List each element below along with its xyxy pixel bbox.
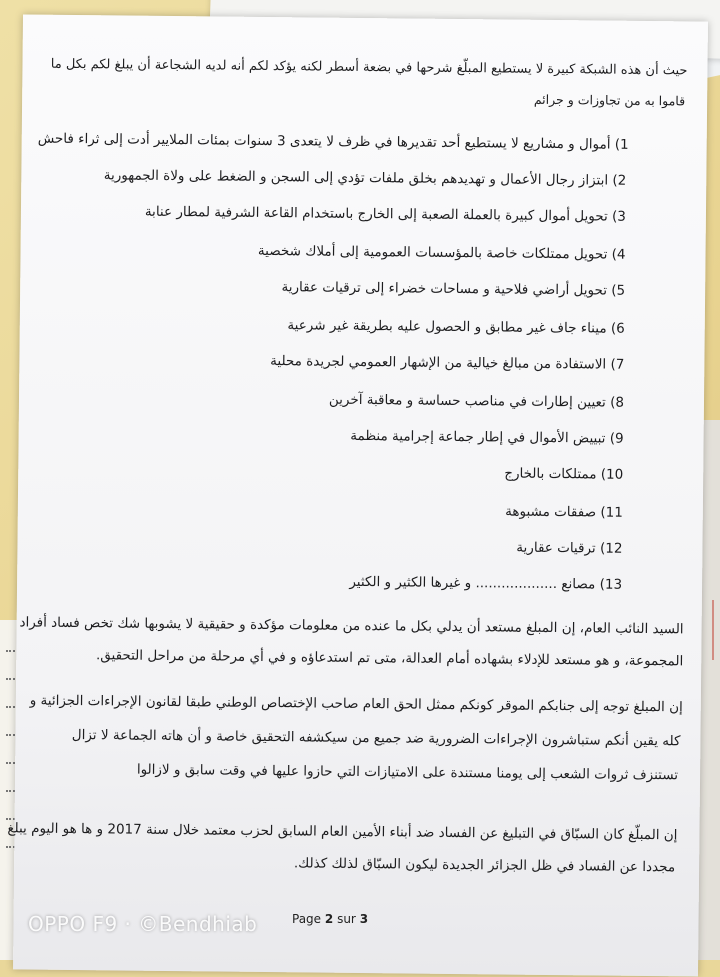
page-label: Page <box>292 912 322 926</box>
list-item-2: 2) ابتزاز رجال الأعمال و تهديدهم بخلق ملفات تؤدي إلى السجن و الضغط على ولاة الجمهورية <box>103 167 627 189</box>
list-item-1: 1) أموال و مشاريع لا يستطيع أحد تقديرها في ظرف لا يتعدى 3 سنوات بمئات الملايير أدت إلى ثراء فاحش <box>37 130 629 153</box>
list-item-5: 5) تحويل أراضي فلاحية و مساحات خضراء إلى ترقيات عقارية <box>281 279 626 299</box>
camera-watermark: OPPO F9 · ©Bendhiab <box>28 912 258 936</box>
list-item-8: 8) تعيين إطارات في مناصب حساسة و معاقبة آخرين <box>328 391 625 411</box>
paragraph-2-line-3: تستنزف ثروات الشعب إلى يومنا مستندة على الامتيازات التي حازوا عليها في وقت سابق و لازالوا <box>136 761 679 784</box>
intro-line-2: قاموا به من تجاوزات و جرائم <box>533 91 686 109</box>
intro-line-1: حيث أن هذه الشبكة كبيرة لا يستطيع المبلّغ شرحها في بضعة أسطر لكنه يؤكد لكم أنه لديه الشجاعة أن يبلغ لكم بكل ما <box>50 56 688 79</box>
paragraph-1-line-2: المجموعة، و هو مستعد للإدلاء بشهاده أمام العدالة، متى تم استدعاؤه و في أي مرحلة من مراحل التحقيق. <box>95 647 684 670</box>
list-item-12: 12) ترقيات عقارية <box>516 539 623 557</box>
list-item-3: 3) تحويل أموال كبيرة بالعملة الصعبة إلى الخارج باستخدام القاعة الشرفية لمطار عنابة <box>144 203 627 225</box>
page-footer <box>292 912 368 926</box>
list-item-4: 4) تحويل ممتلكات خاصة بالمؤسسات العمومية إلى أملاك شخصية <box>257 242 626 263</box>
list-item-6: 6) ميناء جاف غير مطابق و الحصول عليه بطريقة غير شرعية <box>287 317 625 337</box>
document-page <box>7 14 708 976</box>
list-item-7: 7) الاستفادة من مبالغ خيالية من الإشهار العمومي لجريدة محلية <box>270 353 625 373</box>
page-of-label: sur <box>337 912 356 926</box>
page-total: 3 <box>359 912 369 926</box>
paragraph-2-line-2: كله يقين أنكم ستباشرون الإجراءات الضرورية ضد جميع من سيكشفه التحقيق خاصة و أن هاته الجماعة لا تزال <box>71 726 681 750</box>
paragraph-1-line-1: السيد النائب العام، إن المبلغ مستعد أن يدلي بكل ما عنده من معلومات مؤكدة و حقيقية لا يشوبها شك تخص فساد أفراد <box>19 614 684 638</box>
page-number: 2 <box>324 912 334 926</box>
paragraph-3-line-1: إن المبلّغ كان السبّاق في التبليغ عن الفساد ضد أبناء الأمين العام السابق لحزب معتمد خلال سنة 2017 و ها هو اليوم يبلغ <box>7 820 678 844</box>
paragraph-3-line-2: مجددا عن الفساد في ظل الجزائر الجديدة ليكون السبّاق لذلك كذلك. <box>293 855 676 876</box>
list-item-13: 13) مصانع ................... و غيرها الكثير و الكثير <box>349 573 623 593</box>
list-item-11: 11) صفقات مشبوهة <box>505 503 623 521</box>
paragraph-2-line-1: إن المبلغ توجه إلى جنابكم الموقر كونكم ممثل الحق العام صاحب الإختصاص الوطني طبقا لقانون الإجراءات الجزائية و <box>29 692 683 716</box>
list-item-9: 9) تبييض الأموال في إطار جماعة إجرامية منظمة <box>350 427 624 447</box>
red-mark <box>712 600 720 660</box>
list-item-10: 10) ممتلكات بالخارج <box>504 465 624 483</box>
